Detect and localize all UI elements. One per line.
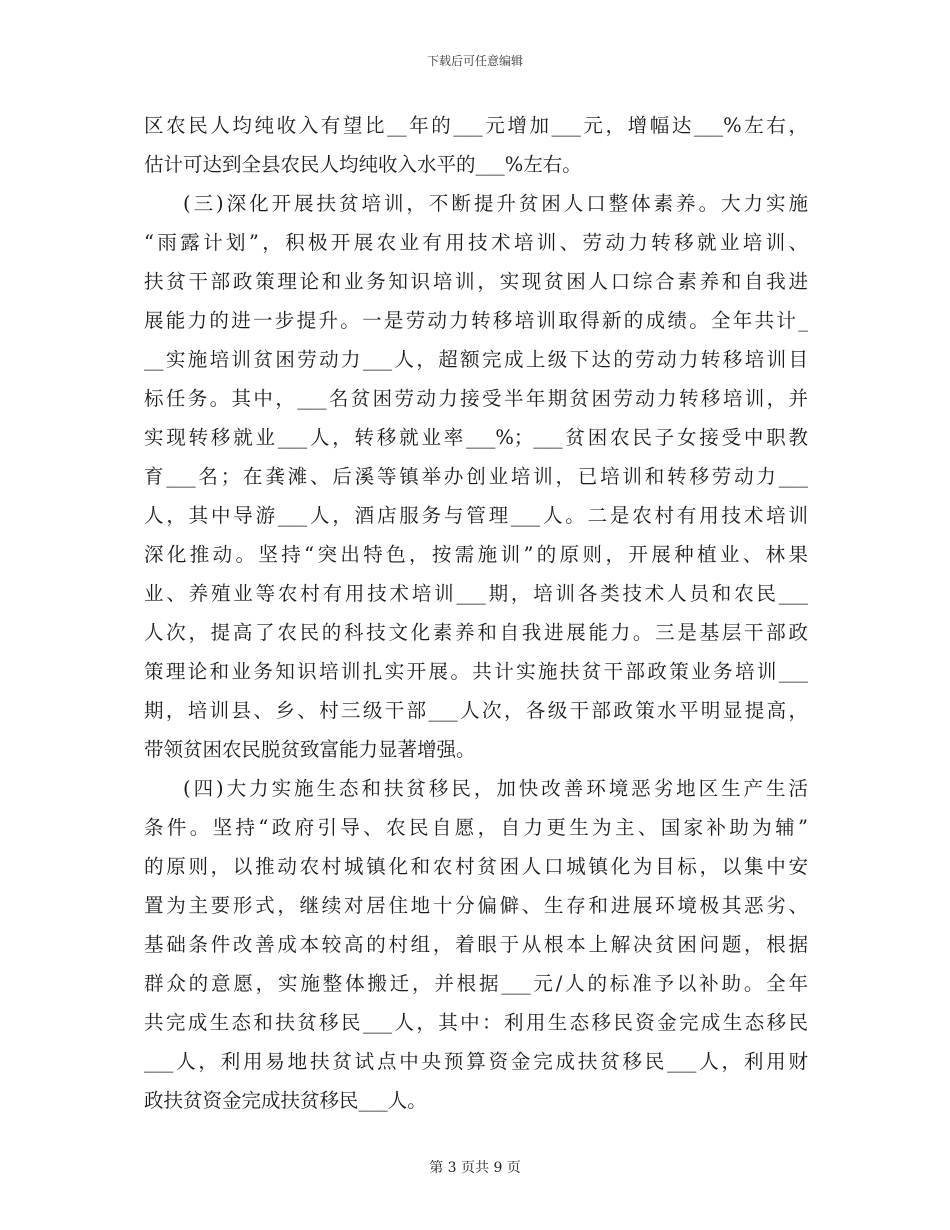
text-line: 展能力的进一步提升。一是劳动力转移培训取得新的成绩。全年共计_	[144, 309, 808, 332]
text-line: 育___名；在龚滩、后溪等镇举办创业培训，已培训和转移劳动力___	[144, 465, 808, 488]
text-line: “雨露计划”，积极开展农业有用技术培训、劳动力转移就业培训、	[144, 231, 808, 254]
document-body	[144, 106, 808, 1120]
text-line: 期，培训县、乡、村三级干部___人次，各级干部政策水平明显提高，	[144, 699, 808, 722]
text-line: 共完成生态和扶贫移民___人，其中：利用生态移民资金完成生态移民	[144, 1011, 808, 1034]
text-line: 基础条件改善成本较高的村组，着眼于从根本上解决贫困问题，根据	[144, 933, 808, 956]
text-line: 条件。坚持“政府引导、农民自愿，自力更生为主、国家补助为辅”	[144, 816, 808, 839]
text-line: 估计可达到全县农民人均纯收入水平的___%左右。	[144, 153, 582, 176]
text-line: 政扶贫资金完成扶贫移民___人。	[144, 1089, 427, 1112]
text-line: 业、养殖业等农村有用技术培训___期，培训各类技术人员和农民___	[144, 582, 808, 605]
text-line: 深化推动。坚持“突出特色，按需施训”的原则，开展种植业、林果	[144, 543, 808, 566]
text-line: 策理论和业务知识培训扎实开展。共计实施扶贫干部政策业务培训___	[144, 660, 808, 683]
paragraph	[144, 184, 808, 769]
text-line: 区农民人均纯收入有望比__年的___元增加___元，增幅达___%左右，	[144, 114, 808, 137]
text-line: 人，其中导游___人，酒店服务与管理___人。二是农村有用技术培训	[144, 504, 808, 527]
text-line: ___人，利用易地扶贫试点中央预算资金完成扶贫移民___人，利用财	[144, 1050, 808, 1073]
text-line: 带领贫困农民脱贫致富能力显著增强。	[144, 738, 476, 761]
page-header: 下载后可任意编辑	[426, 54, 523, 68]
text-line: 标任务。其中，___名贫困劳动力接受半年期贫困劳动力转移培训，并	[144, 387, 808, 410]
paragraph	[144, 106, 808, 184]
text-line: 人次，提高了农民的科技文化素养和自我进展能力。三是基层干部政	[144, 621, 808, 644]
text-line: 实现转移就业___人，转移就业率___%；___贫困农民子女接受中职教	[144, 426, 808, 449]
text-line: 置为主要形式，继续对居住地十分偏僻、生存和进展环境极其恶劣、	[144, 894, 808, 917]
text-line: 群众的意愿，实施整体搬迁，并根据___元/人的标准予以补助。全年	[144, 972, 808, 995]
text-line: (三)深化开展扶贫培训，不断提升贫困人口整体素养。大力实施	[183, 192, 808, 215]
paragraph	[144, 769, 808, 1120]
text-line: 扶贫干部政策理论和业务知识培训，实现贫困人口综合素养和自我进	[144, 270, 808, 293]
text-line: 的原则，以推动农村城镇化和农村贫困人口城镇化为目标，以集中安	[144, 855, 808, 878]
page-footer: 第 3 页共 9 页	[429, 1160, 521, 1176]
text-line: (四)大力实施生态和扶贫移民，加快改善环境恶劣地区生产生活	[183, 777, 808, 800]
text-line: __实施培训贫困劳动力___人，超额完成上级下达的劳动力转移培训目	[144, 348, 808, 371]
